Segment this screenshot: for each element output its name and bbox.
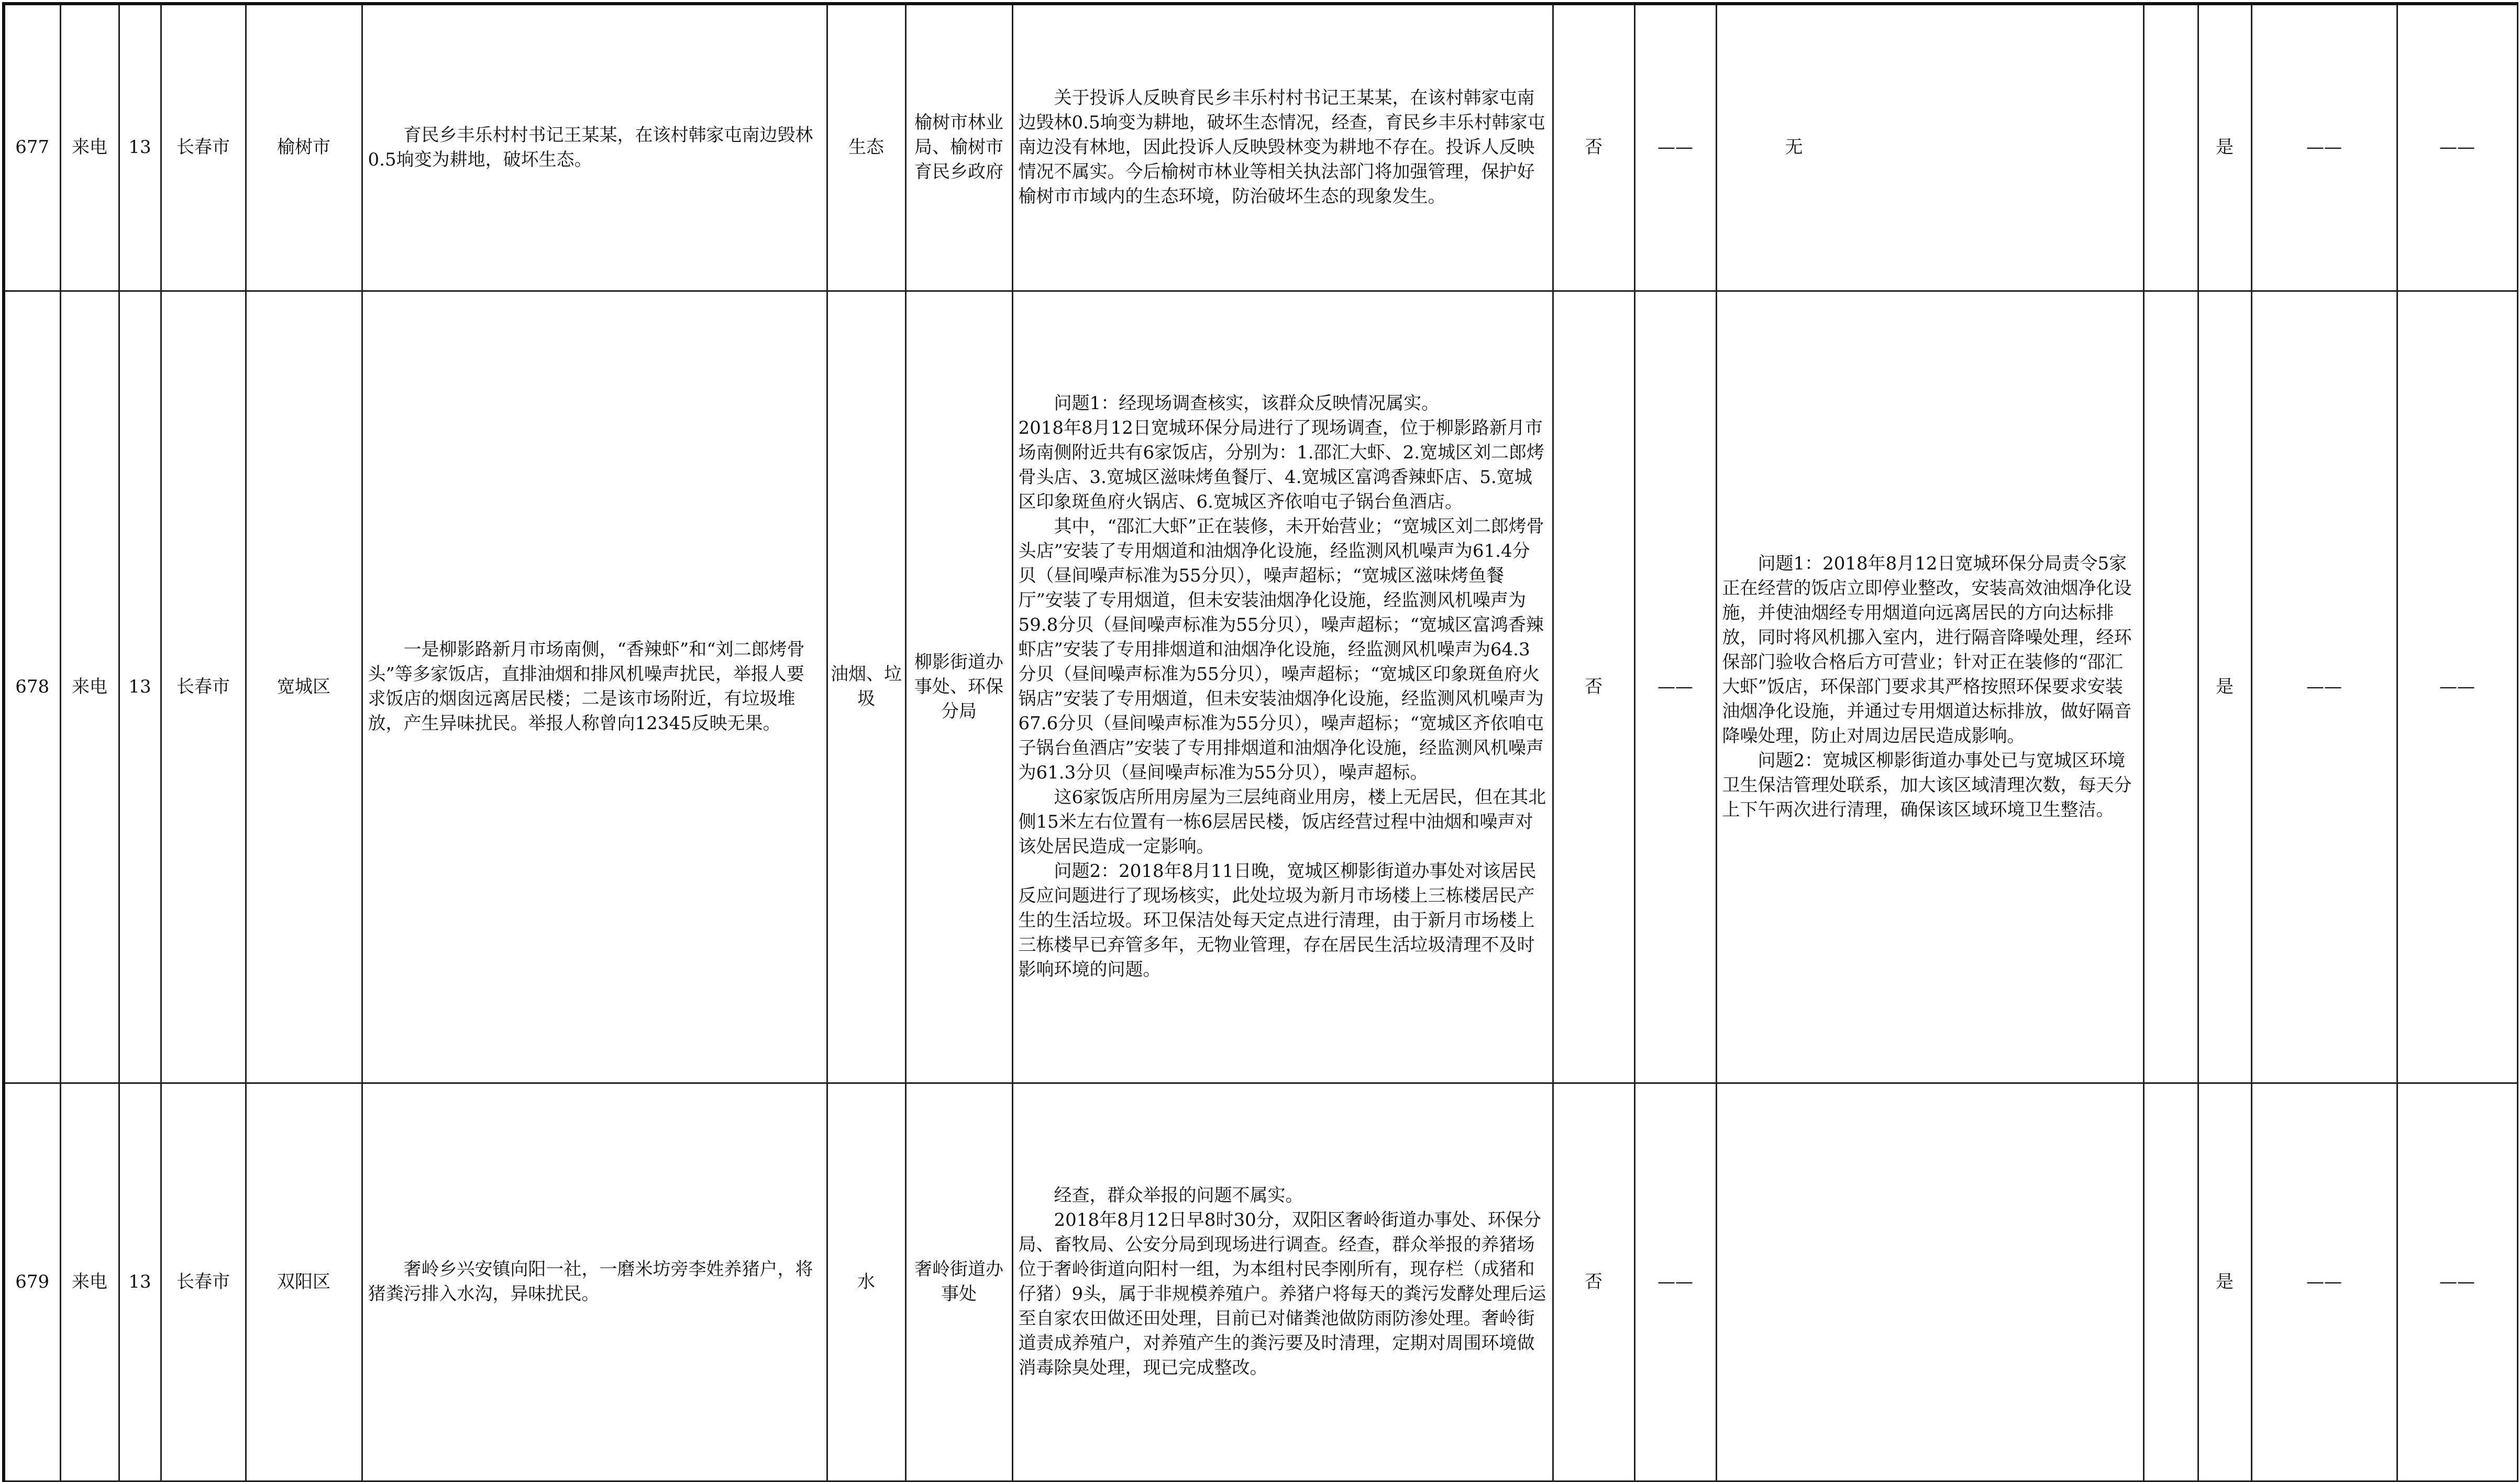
table-body: [4, 4, 2517, 1481]
city-cell: 长春市: [161, 1083, 246, 1481]
city-cell: 长春市: [161, 291, 246, 1083]
dash-cell: ——: [1634, 1083, 1716, 1481]
district-cell: 双阳区: [246, 1083, 362, 1481]
pollution-type-cell: 油烟、垃圾: [827, 291, 905, 1083]
pollution-type-cell: 水: [827, 1083, 905, 1481]
public-cell: 是: [2198, 4, 2251, 291]
empty-cell: [2143, 4, 2198, 291]
complaint-content-cell: [362, 1083, 827, 1481]
paragraph: 无: [1785, 137, 1803, 158]
public-cell: 是: [2198, 291, 2251, 1083]
paragraph: 问题2：宽城区柳影街道办事处已与宽城区环境卫生保洁管理处联系，加大该区域清理次数，每天分上下午两次进行清理，确保该区域环境卫生整洁。: [1722, 750, 2132, 820]
pollution-type-cell: 生态: [827, 4, 905, 291]
paragraph: 问题1：经现场调查核实，该群众反映情况属实。: [1054, 393, 1440, 414]
row-number-cell: 677: [4, 4, 60, 291]
dash-cell: ——: [2397, 4, 2517, 291]
dash-cell: ——: [2251, 291, 2397, 1083]
city-cell: 长春市: [161, 4, 246, 291]
row-number-cell: 679: [4, 1083, 60, 1481]
public-cell: 是: [2198, 1083, 2251, 1481]
row-number-cell: 678: [4, 291, 60, 1083]
dash-cell: ——: [2251, 1083, 2397, 1481]
paragraph: 2018年8月12日早8时30分，双阳区奢岭街道办事处、环保分局、畜牧局、公安分局到现场进行调查。经查，群众举报的养猪场位于奢岭街道向阳村一组，为本组村民李刚所有，现存栏（成猪和仔猪）9头，属于非规模养殖户。养猪户将每天的粪污发酵处理后运至自家农田做还田处理，目前已对储粪池做防雨防渗处理。奢岭街道责成养殖户，对养殖产生的粪污要及时清理，定期对周围环境做消毒除臭处理，现已完成整改。: [1018, 1210, 1546, 1378]
paragraph: 问题2：2018年8月11日晚，宽城区柳影街道办事处对该居民反应问题进行了现场核实，此处垃圾为新月市场楼上三栋楼居民产生的生活垃圾。环卫保洁处每天定点进行清理，由于新月市场楼上三栋楼早已弃管多年，无物业管理，存在居民生活垃圾清理不及时影响环境的问题。: [1018, 861, 1537, 980]
paragraph: 问题1：2018年8月12日宽城环保分局责令5家正在经营的饭店立即停业整改，安装高效油烟净化设施，并使油烟经专用烟道向远离居民的方向达标排放，同时将风机挪入室内，进行隔音降噪处理，经环保部门验收合格后方可营业；针对正在装修的“邵汇大虾”饭店，环保部门要求其严格按照环保要求安装油烟净化设施，并通过专用烟道达标排放，做好隔音降噪处理，防止对周边居民造成影响。: [1722, 553, 2132, 747]
handling-unit-cell: 奢岭街道办事处: [905, 1083, 1012, 1481]
source-cell: 来电: [60, 291, 119, 1083]
rectification-result-cell: [1716, 1083, 2143, 1481]
source-cell: 来电: [60, 1083, 119, 1481]
table-row: [4, 291, 2517, 1083]
paragraph: 2018年8月12日宽城环保分局进行了现场调查，位于柳影路新月市场南侧附近共有6家饭店，分别为：1.邵汇大虾、2.宽城区刘二郎烤骨头店、3.宽城区滋味烤鱼餐厅、4.宽城区富鸿香辣虾店、5.宽城区印象斑鱼府火锅店、6.宽城区齐依咱屯子锅台鱼酒店。: [1018, 418, 1545, 512]
paragraph: 育民乡丰乐村村书记王某某，在该村韩家屯南边毁林0.5垧变为耕地，破坏生态。: [368, 124, 813, 170]
paragraph: 一是柳影路新月市场南侧，“香辣虾”和“刘二郎烤骨头”等多家饭店，直排油烟和排风机噪声扰民，举报人要求饭店的烟囱远离居民楼；二是该市场附近，有垃圾堆放，产生异味扰民。举报人称曾向12345反映无果。: [368, 639, 805, 734]
dash-cell: ——: [2251, 4, 2397, 291]
dash-cell: ——: [1634, 291, 1716, 1083]
empty-cell: [2143, 291, 2198, 1083]
verified-cell: 否: [1553, 4, 1634, 291]
rectification-result-cell: [1716, 4, 2143, 291]
table-row: [4, 1083, 2517, 1481]
complaint-content-cell: [362, 4, 827, 291]
paragraph: 经查，群众举报的问题不属实。: [1054, 1185, 1303, 1206]
district-cell: 榆树市: [246, 4, 362, 291]
table-row: [4, 4, 2517, 291]
paragraph: 关于投诉人反映育民乡丰乐村村书记王某某，在该村韩家屯南边毁林0.5垧变为耕地，破坏生态情况，经查，育民乡丰乐村韩家屯南边没有林地，因此投诉人反映毁林变为耕地不存在。投诉人反映情况不属实。今后榆树市林业等相关执法部门将加强管理，保护好榆树市市域内的生态环境，防治破坏生态的现象发生。: [1018, 87, 1545, 207]
dash-cell: ——: [2397, 1083, 2517, 1481]
rectification-result-cell: [1716, 291, 2143, 1083]
verified-cell: 否: [1553, 291, 1634, 1083]
empty-cell: [2143, 1083, 2198, 1481]
investigation-result-cell: [1012, 1083, 1553, 1481]
handling-unit-cell: 柳影街道办事处、环保分局: [905, 291, 1012, 1083]
dash-cell: ——: [1634, 4, 1716, 291]
complaint-table: [2, 2, 2518, 1482]
investigation-result-cell: [1012, 291, 1553, 1083]
paragraph: 其中，“邵汇大虾”正在装修，未开始营业；“宽城区刘二郎烤骨头店”安装了专用烟道和油烟净化设施，经监测风机噪声为61.4分贝（昼间噪声标准为55分贝），噪声超标；“宽城区滋味烤鱼餐厅”安装了专用烟道，但未安装油烟净化设施，经监测风机噪声为59.8分贝（昼间噪声标准为55分贝），噪声超标；“宽城区富鸿香辣虾店”安装了专用排烟道和油烟净化设施，经监测风机噪声为64.3分贝（昼间噪声标准为55分贝），噪声超标；“宽城区印象斑鱼府火锅店”安装了专用烟道，但未安装油烟净化设施，经监测风机噪声为67.6分贝（昼间噪声标准为55分贝），噪声超标；“宽城区齐依咱屯子锅台鱼酒店”安装了专用排烟道和油烟净化设施，经监测风机噪声为61.3分贝（昼间噪声标准为55分贝），噪声超标。: [1018, 516, 1544, 783]
paragraph: 奢岭乡兴安镇向阳一社，一磨米坊旁李姓养猪户，将猪粪污排入水沟，异味扰民。: [368, 1259, 813, 1304]
verified-cell: 否: [1553, 1083, 1634, 1481]
source-cell: 来电: [60, 4, 119, 291]
batch-cell: 13: [119, 4, 161, 291]
complaint-content-cell: [362, 291, 827, 1083]
paragraph: 这6家饭店所用房屋为三层纯商业用房，楼上无居民，但在其北侧15米左右位置有一栋6层居民楼，饭店经营过程中油烟和噪声对该处居民造成一定影响。: [1018, 787, 1546, 857]
investigation-result-cell: [1012, 4, 1553, 291]
batch-cell: 13: [119, 291, 161, 1083]
dash-cell: ——: [2397, 291, 2517, 1083]
handling-unit-cell: 榆树市林业局、榆树市育民乡政府: [905, 4, 1012, 291]
district-cell: 宽城区: [246, 291, 362, 1083]
batch-cell: 13: [119, 1083, 161, 1481]
